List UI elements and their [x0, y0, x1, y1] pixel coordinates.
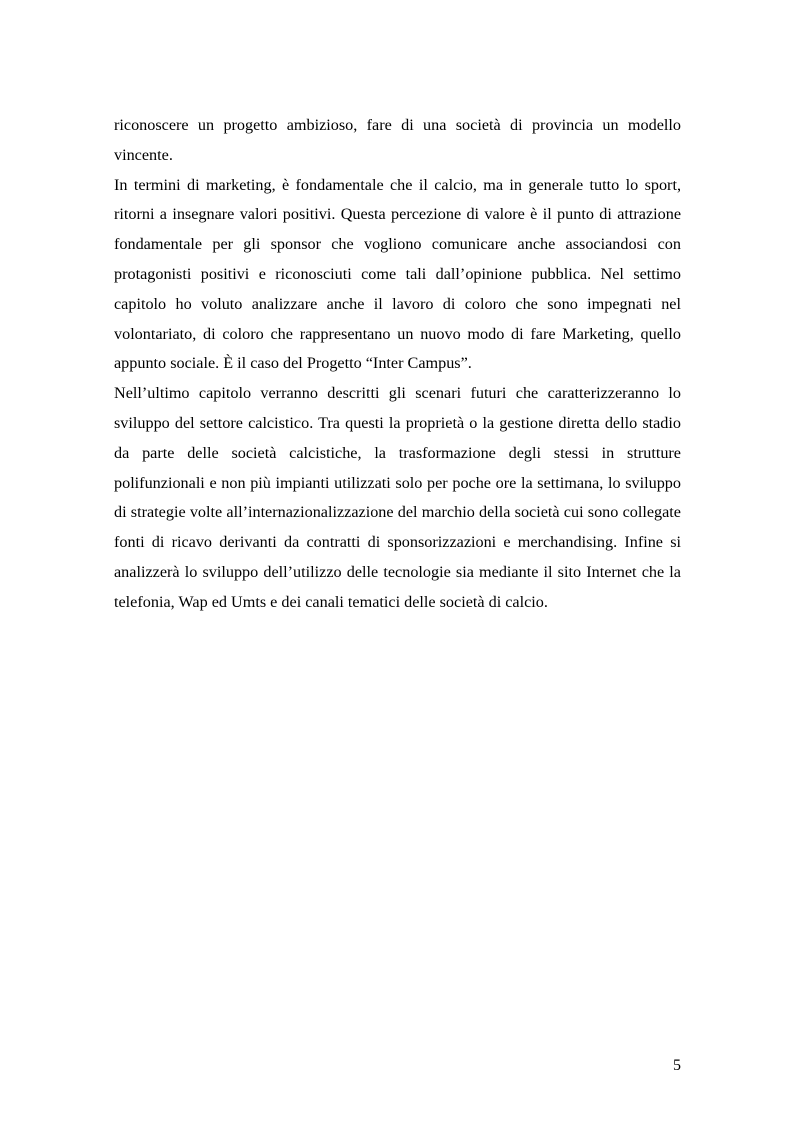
- paragraph-2: In termini di marketing, è fondamentale che il calcio, ma in generale tutto lo sport, ritorni a insegnare valori positivi. Questa percezione di valore è il punto di attrazione fondamentale per gli sponsor che vogliono comunicare anche associandosi con protagonisti positivi e riconosciuti come tali dall’opinione pubblica. Nel settimo capitolo ho voluto analizzare anche il lavoro di coloro che sono impegnati nel volontariato, di coloro che rappresentano un nuovo modo di fare Marketing, quello appunto sociale. È il caso del Progetto “Inter Campus”.: [114, 175, 681, 373]
- paragraph-1: riconoscere un progetto ambizioso, fare di una società di provincia un modello vincente.: [114, 116, 681, 164]
- paragraph-3: Nell’ultimo capitolo verranno descritti gli scenari futuri che caratterizzeranno lo sviluppo del settore calcistico. Tra questi la proprietà o la gestione diretta dello stadio da parte delle società calcistiche, la trasformazione degli stessi in strutture polifunzionali e non più impianti utilizzati solo per poche ore la settimana, lo sviluppo di strategie volte all’internazionalizzazione del marchio della società cui sono collegate fonti di ricavo derivanti da contratti di sponsorizzazioni e merchandising. Infine si analizzerà lo sviluppo dell’utilizzo delle tecnologie sia mediante il sito Internet che la telefonia, Wap ed Umts e dei canali tematici delle società di calcio.: [114, 384, 681, 611]
- body-text: [114, 111, 681, 618]
- page-number: 5: [673, 1057, 681, 1074]
